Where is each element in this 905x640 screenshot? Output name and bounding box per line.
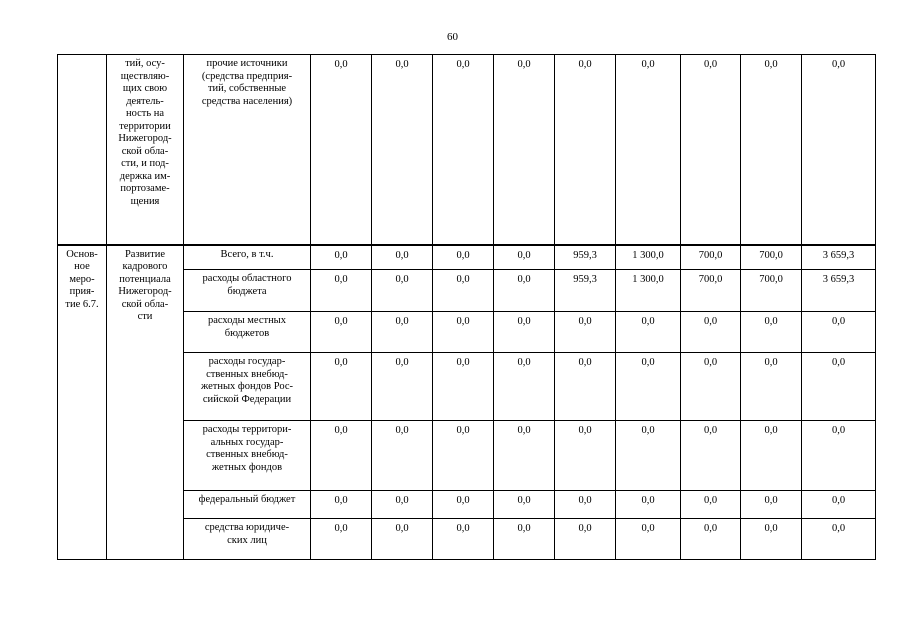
cell-value: 700,0: [681, 245, 741, 270]
cell-value: 0,0: [741, 519, 802, 560]
cell-value: 0,0: [433, 353, 494, 421]
cell-value: 700,0: [681, 270, 741, 312]
cell-value: 0,0: [433, 519, 494, 560]
cell-value: 0,0: [555, 55, 616, 245]
cell-value: 0,0: [616, 312, 681, 353]
cell-value: 0,0: [494, 421, 555, 491]
cell-value: 0,0: [372, 519, 433, 560]
cell-value: 0,0: [681, 491, 741, 519]
cell-measure-name: Развитие кадрового потенциала Нижегород- ской обла- сти: [107, 245, 184, 560]
cell-value: 0,0: [372, 312, 433, 353]
cell-value: 0,0: [311, 353, 372, 421]
cell-value: 0,0: [311, 270, 372, 312]
cell-value: 0,0: [681, 312, 741, 353]
cell-source: расходы областного бюджета: [184, 270, 311, 312]
table-row: [58, 245, 876, 270]
cell-value: 0,0: [311, 312, 372, 353]
cell-value: 0,0: [741, 353, 802, 421]
cell-value: 0,0: [494, 55, 555, 245]
cell-value: 0,0: [802, 491, 876, 519]
cell-value: 0,0: [616, 519, 681, 560]
cell-source: расходы государ- ственных внебюд- жетных фондов Рос- сийской Федерации: [184, 353, 311, 421]
cell-value: 0,0: [616, 353, 681, 421]
cell-source: прочие источники (средства предприя- тий, собственные средства населения): [184, 55, 311, 245]
cell-value: 0,0: [681, 519, 741, 560]
cell-value: 0,0: [494, 270, 555, 312]
cell-value: 0,0: [311, 55, 372, 245]
cell-value: 0,0: [433, 312, 494, 353]
cell-value: 0,0: [802, 312, 876, 353]
cell-value: 0,0: [494, 491, 555, 519]
cell-source: расходы территори- альных государ- ственных внебюд- жетных фондов: [184, 421, 311, 491]
cell-value: 0,0: [311, 421, 372, 491]
cell-value: 0,0: [372, 353, 433, 421]
cell-value: 0,0: [802, 353, 876, 421]
cell-value: 3 659,3: [802, 270, 876, 312]
cell-value: 0,0: [372, 421, 433, 491]
cell-value: 0,0: [616, 491, 681, 519]
cell-code-empty: [58, 55, 107, 245]
cell-value: 0,0: [802, 55, 876, 245]
cell-value: 0,0: [311, 245, 372, 270]
cell-value: 0,0: [372, 245, 433, 270]
cell-value: 0,0: [433, 245, 494, 270]
cell-value: 3 659,3: [802, 245, 876, 270]
cell-value: 959,3: [555, 270, 616, 312]
cell-source: Всего, в т.ч.: [184, 245, 311, 270]
cell-value: 0,0: [311, 519, 372, 560]
cell-value: 0,0: [494, 519, 555, 560]
cell-value: 0,0: [372, 491, 433, 519]
cell-value: 700,0: [741, 270, 802, 312]
cell-value: 0,0: [741, 421, 802, 491]
cell-value: 0,0: [802, 519, 876, 560]
cell-source: расходы местных бюджетов: [184, 312, 311, 353]
cell-value: 0,0: [555, 312, 616, 353]
cell-value: 0,0: [555, 519, 616, 560]
cell-value: 0,0: [802, 421, 876, 491]
cell-value: 0,0: [616, 55, 681, 245]
cell-value: 0,0: [311, 491, 372, 519]
cell-value: 0,0: [616, 421, 681, 491]
cell-value: 0,0: [494, 245, 555, 270]
cell-value: 0,0: [494, 312, 555, 353]
cell-value: 1 300,0: [616, 245, 681, 270]
cell-value: 0,0: [681, 421, 741, 491]
cell-value: 700,0: [741, 245, 802, 270]
cell-value: 0,0: [681, 353, 741, 421]
cell-value: 0,0: [555, 491, 616, 519]
cell-value: 0,0: [494, 353, 555, 421]
cell-value: 0,0: [555, 421, 616, 491]
budget-table: [57, 54, 876, 560]
cell-source: средства юридиче- ских лиц: [184, 519, 311, 560]
cell-value: 0,0: [433, 55, 494, 245]
cell-value: 0,0: [433, 421, 494, 491]
page-number: 60: [447, 31, 458, 43]
cell-value: 0,0: [741, 55, 802, 245]
cell-value: 0,0: [741, 491, 802, 519]
cell-measure-name: тий, осу- ществляю- щих свою деятель- ность на территории Нижегород- ской обла- сти, и под- держка им- портозаме- щения: [107, 55, 184, 245]
cell-value: 0,0: [555, 353, 616, 421]
cell-value: 0,0: [681, 55, 741, 245]
cell-value: 959,3: [555, 245, 616, 270]
cell-value: 0,0: [741, 312, 802, 353]
cell-value: 0,0: [372, 270, 433, 312]
cell-value: 0,0: [433, 270, 494, 312]
table-row: [58, 55, 876, 245]
cell-value: 0,0: [433, 491, 494, 519]
cell-value: 0,0: [372, 55, 433, 245]
cell-measure-code: Основ- ное меро- прия- тие 6.7.: [58, 245, 107, 560]
cell-value: 1 300,0: [616, 270, 681, 312]
cell-source: федеральный бюджет: [184, 491, 311, 519]
